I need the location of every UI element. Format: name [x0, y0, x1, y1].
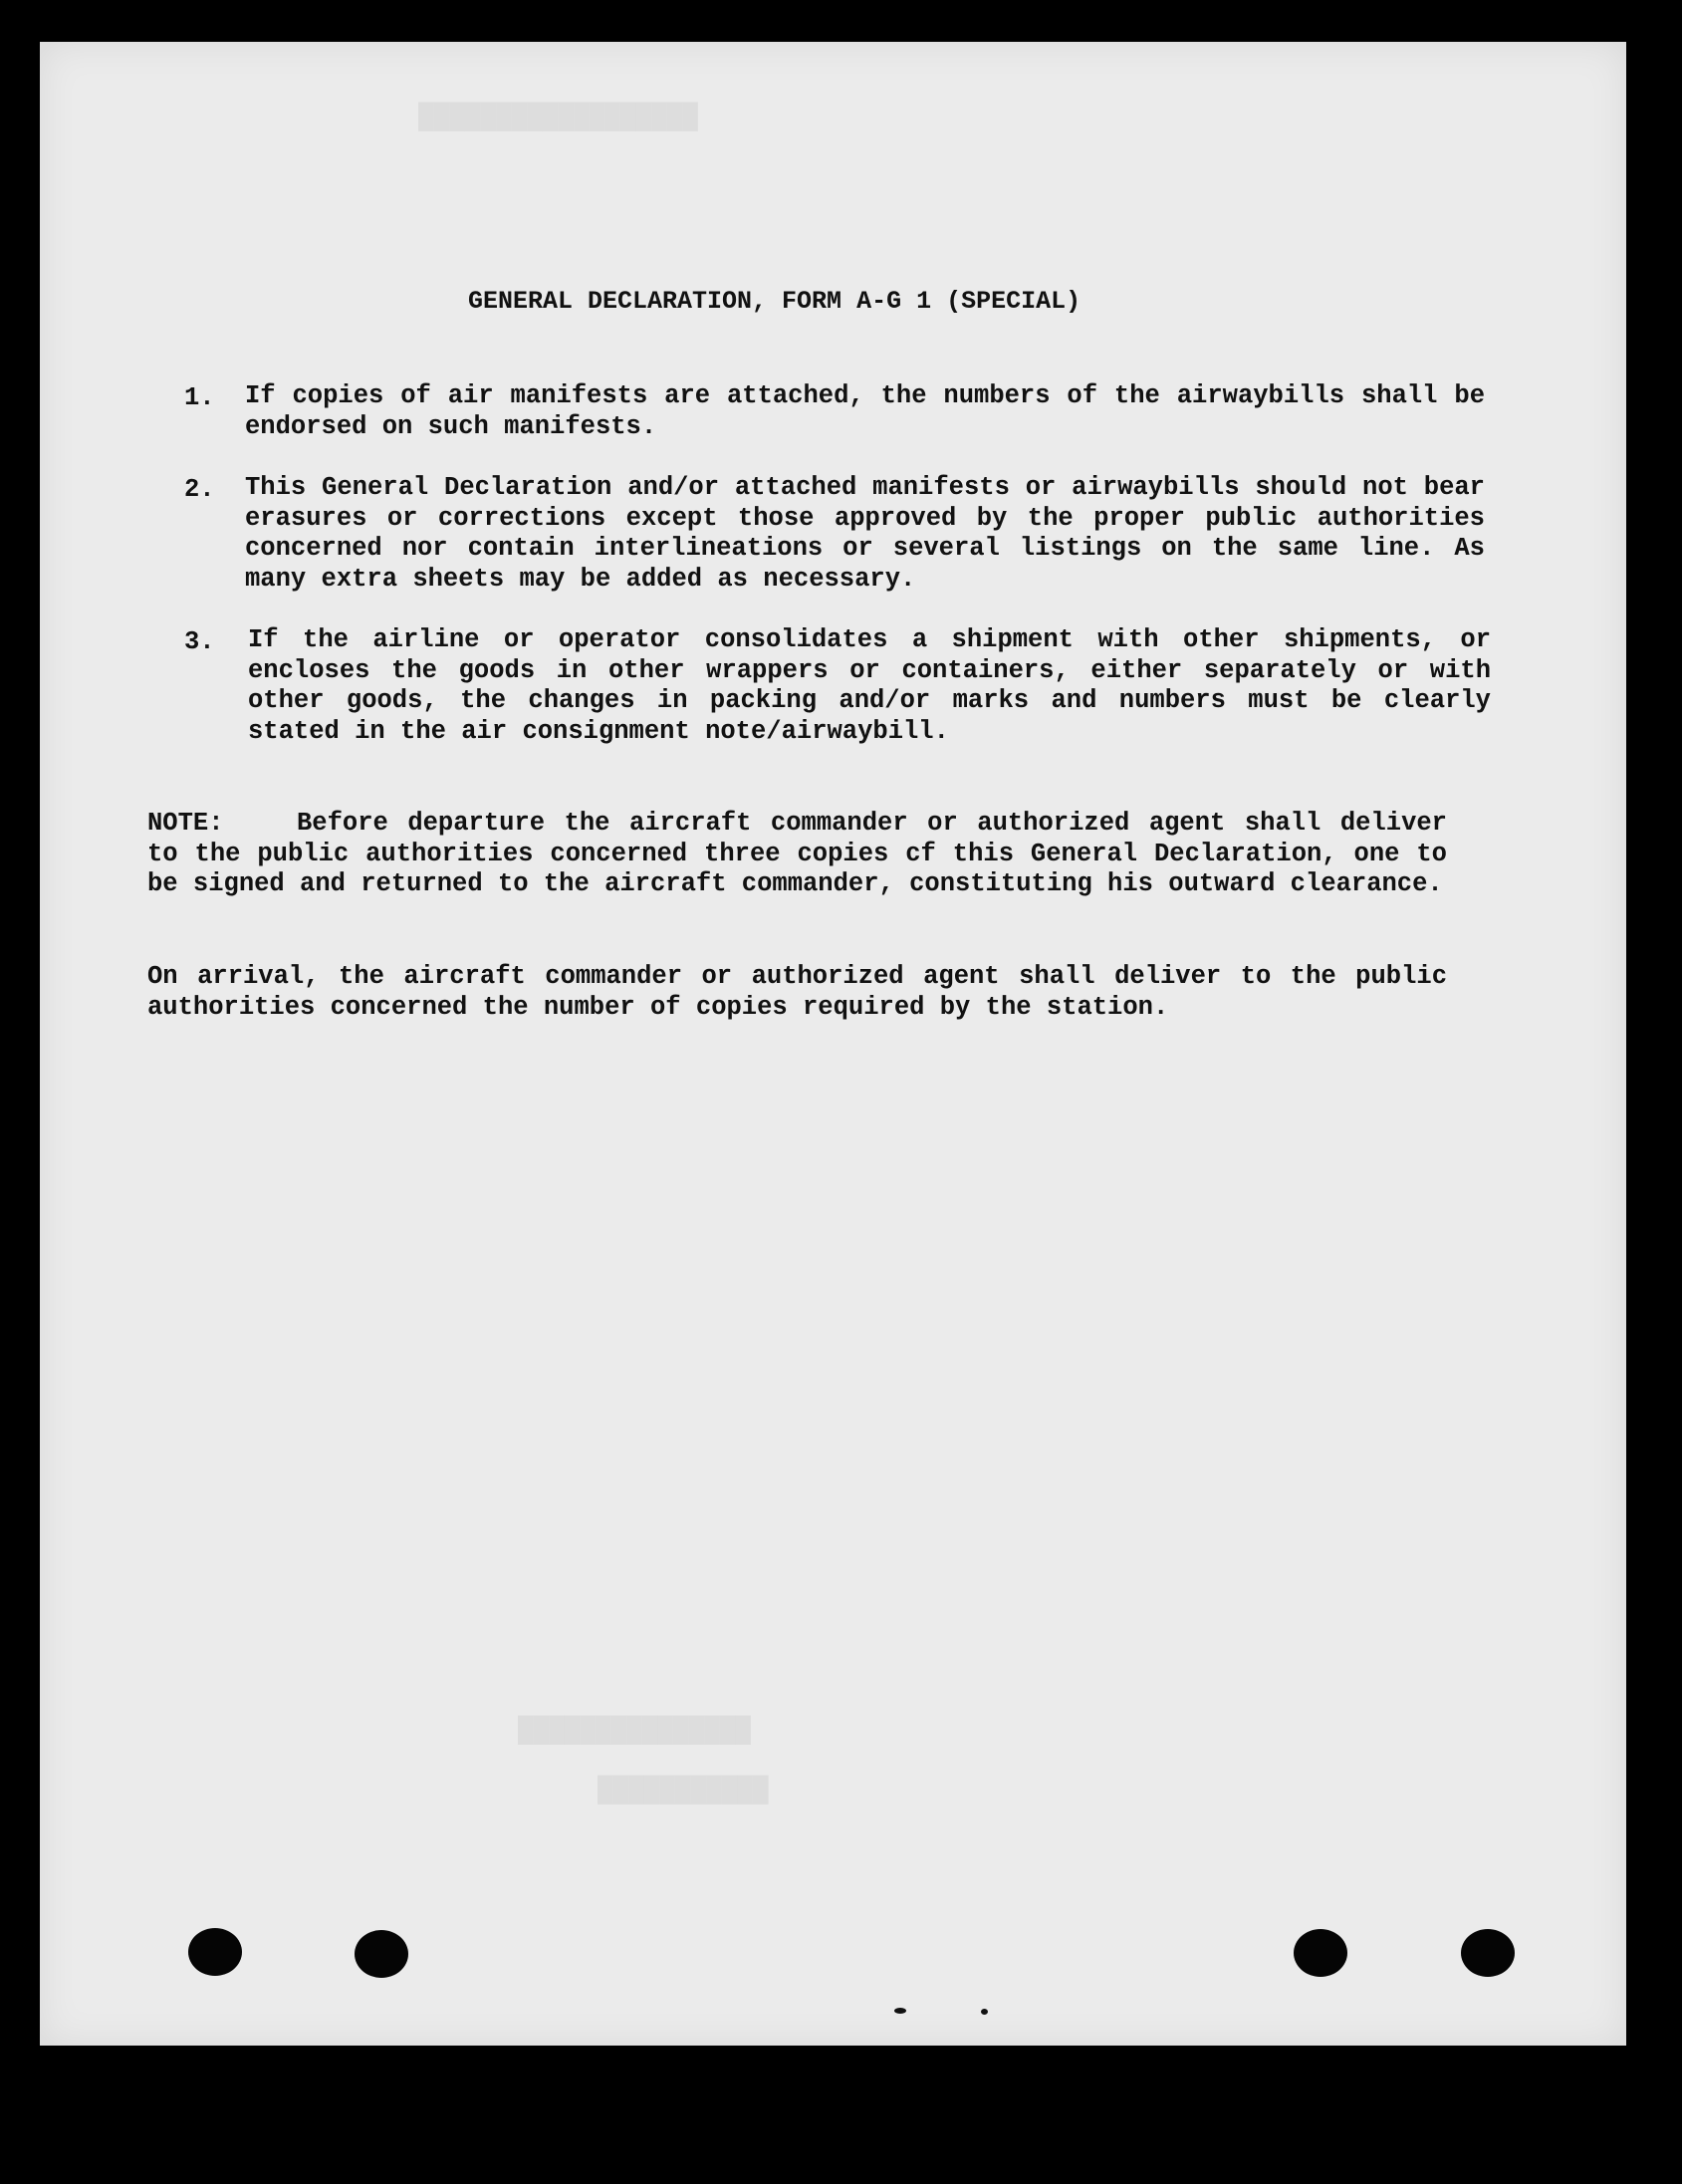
bleed-through-mark: ███████████	[598, 1775, 769, 1805]
speck-mark	[981, 2009, 988, 2015]
item-number: 2.	[184, 475, 215, 504]
item-number: 1.	[184, 383, 215, 412]
bleed-through-mark: ███████████████	[518, 1715, 752, 1745]
arrival-paragraph: On arrival, the aircraft commander or authorized agent shall deliver to the public authorities concerned the number of copies required by the station.	[147, 962, 1447, 1022]
page-title: GENERAL DECLARATION, FORM A-G 1 (SPECIAL)	[468, 287, 1081, 316]
item-text: If the airline or operator consolidates a shipment with other shipments, or encloses the goods in other wrappers or containers, either separately or with other goods, the changes in packing and/or marks and numbers must be clearly stated in the air consignment note/airwaybill.	[248, 625, 1491, 746]
punch-hole	[355, 1930, 408, 1978]
punch-hole	[1294, 1929, 1347, 1977]
punch-hole	[188, 1928, 242, 1976]
item-text: This General Declaration and/or attached manifests or airwaybills should not bear erasures or corrections except those approved by the proper public authorities concerned nor contain interlineations or several listings on the same line. As many extra sheets may be added as necessary.	[245, 473, 1485, 594]
item-number: 3.	[184, 627, 215, 656]
note-label: NOTE:	[147, 809, 224, 838]
punch-hole	[1461, 1929, 1515, 1977]
item-text: If copies of air manifests are attached, the numbers of the airwaybills shall be endorsed on such manifests.	[245, 381, 1485, 441]
note-paragraph	[147, 809, 1447, 900]
note-text: Before departure the aircraft commander or authorized agent shall deliver to the public authorities concerned three copies cf this General Declaration, one to be signed and returned to the aircraft commander, constituting his outward clearance.	[147, 809, 1447, 898]
document-page	[40, 42, 1626, 2046]
bleed-through-mark: ██████████████████	[418, 102, 698, 131]
speck-mark	[894, 2008, 906, 2014]
